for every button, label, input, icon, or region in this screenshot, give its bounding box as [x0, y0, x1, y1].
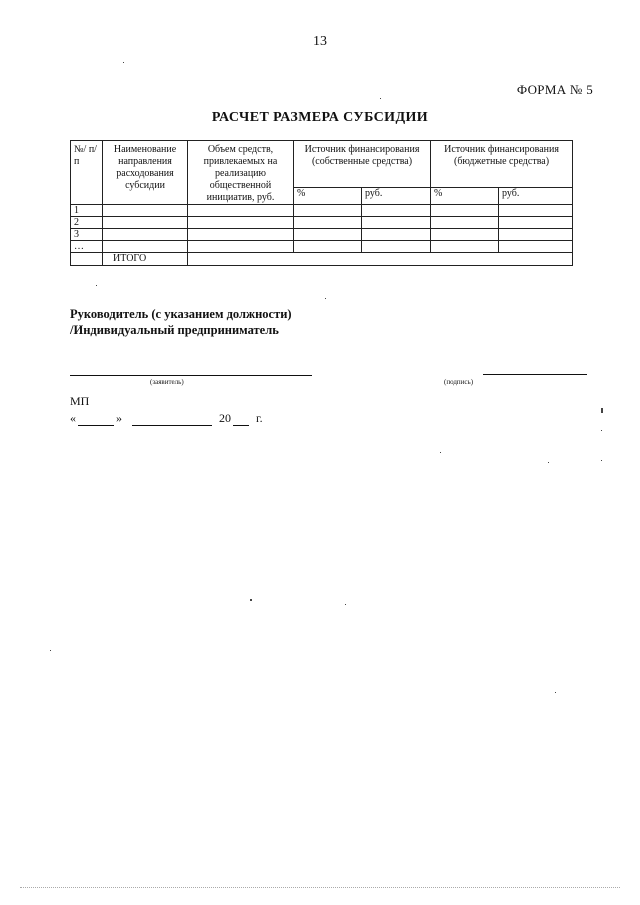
subheader-budget-rub: руб. [499, 188, 573, 205]
scan-speck [123, 62, 124, 63]
col-header-num: №/ п/п [71, 141, 103, 205]
cell-volume[interactable] [188, 205, 294, 217]
cell-budget-rub[interactable] [499, 205, 573, 217]
cell-budget-percent[interactable] [431, 217, 499, 229]
cell-budget-rub[interactable] [499, 241, 573, 253]
table-row [71, 217, 573, 229]
signer-subtitle: /Индивидуальный предприниматель [70, 323, 279, 337]
total-num-cell [71, 253, 103, 266]
cell-own-percent[interactable] [294, 241, 362, 253]
cell-name[interactable] [103, 229, 188, 241]
scan-speck [325, 298, 326, 299]
total-label: ИТОГО [103, 253, 188, 266]
cell-own-rub[interactable] [362, 217, 431, 229]
row-number: … [71, 241, 103, 253]
cell-own-rub[interactable] [362, 229, 431, 241]
subsidy-table [70, 140, 573, 266]
cell-own-percent[interactable] [294, 217, 362, 229]
signature-line[interactable] [483, 374, 587, 375]
applicant-caption: (заявитель) [150, 378, 184, 386]
document-title: РАСЧЕТ РАЗМЕРА СУБСИДИИ [211, 110, 429, 125]
scan-speck [601, 430, 602, 431]
cell-own-percent[interactable] [294, 205, 362, 217]
scan-speck [380, 98, 381, 99]
subheader-budget-percent: % [431, 188, 499, 205]
signer-title: Руководитель (с указанием должности) [70, 307, 292, 321]
cell-budget-percent[interactable] [431, 205, 499, 217]
month-blank[interactable] [132, 413, 212, 426]
subheader-own-percent: % [294, 188, 362, 205]
date-close-quote: » [116, 411, 122, 425]
scan-speck [601, 460, 602, 461]
cell-budget-percent[interactable] [431, 229, 499, 241]
col-header-name: Наименование направления расходования субсидии [103, 141, 188, 205]
cell-budget-rub[interactable] [499, 229, 573, 241]
row-number: 3 [71, 229, 103, 241]
cell-budget-percent[interactable] [431, 241, 499, 253]
year-prefix: 20 [219, 411, 231, 425]
scan-speck [555, 692, 556, 693]
form-label: ФОРМА № 5 [516, 82, 593, 97]
scan-speck [250, 599, 252, 601]
date-line [70, 411, 263, 426]
table-header-row [71, 141, 573, 188]
cell-own-rub[interactable] [362, 205, 431, 217]
col-header-budget-funds: Источник финансирования (бюджетные средства) [431, 141, 573, 188]
cell-own-percent[interactable] [294, 229, 362, 241]
table-row [71, 241, 573, 253]
cell-name[interactable] [103, 205, 188, 217]
cell-name[interactable] [103, 217, 188, 229]
page-number: 13 [313, 34, 327, 49]
year-suffix: г. [256, 411, 263, 425]
scan-speck [440, 452, 441, 453]
day-blank[interactable] [78, 413, 114, 426]
signature-caption: (подпись) [444, 378, 474, 386]
scan-speck [96, 285, 97, 286]
col-header-own-funds: Источник финансирования (собственные средства) [294, 141, 431, 188]
date-open-quote: « [70, 411, 76, 425]
applicant-line[interactable] [70, 375, 312, 376]
table-row [71, 229, 573, 241]
scan-speck [601, 408, 603, 413]
row-number: 2 [71, 217, 103, 229]
table-row [71, 205, 573, 217]
signer-block [70, 306, 292, 338]
stamp-label: МП [70, 394, 90, 408]
cell-volume[interactable] [188, 229, 294, 241]
subheader-own-rub: руб. [362, 188, 431, 205]
cell-name[interactable] [103, 241, 188, 253]
col-header-volume: Объем средств, привлекаемых на реализацию общественной инициатив, руб. [188, 141, 294, 205]
row-number: 1 [71, 205, 103, 217]
table-total-row [71, 253, 573, 266]
scan-speck [50, 650, 51, 651]
cell-own-rub[interactable] [362, 241, 431, 253]
scan-bottom-edge [20, 887, 620, 888]
scan-speck [345, 604, 346, 605]
cell-volume[interactable] [188, 217, 294, 229]
total-value-cell[interactable] [188, 253, 573, 266]
year-blank[interactable] [233, 413, 249, 426]
scan-speck [548, 462, 549, 463]
cell-volume[interactable] [188, 241, 294, 253]
cell-budget-rub[interactable] [499, 217, 573, 229]
